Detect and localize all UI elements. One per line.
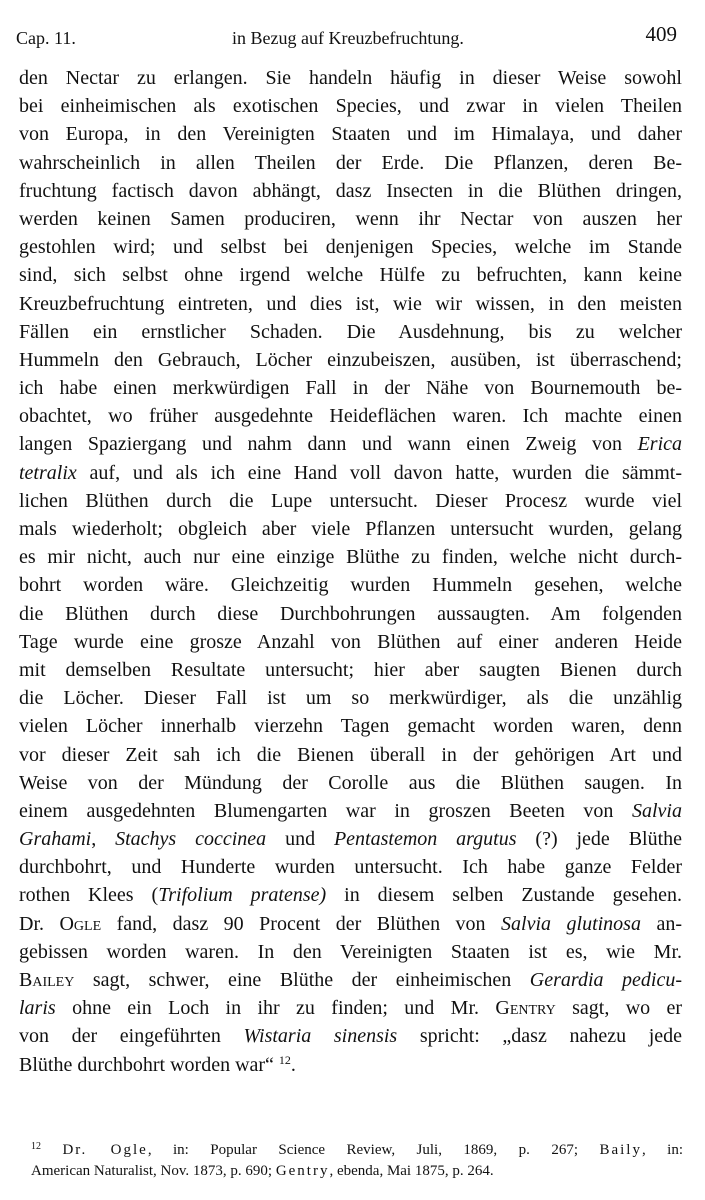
person-name: Baily — [599, 1142, 642, 1158]
person-name: Gentry — [495, 997, 556, 1020]
text-line: bohrt worden wäre. Gleichzeitig wurden Hummeln gesehen, welche — [19, 574, 682, 597]
text-segment: sagt, schwer, eine Blüthe der einheimischen — [92, 969, 512, 991]
species-name: Erica — [637, 433, 682, 456]
running-title: in Bezug auf Kreuzbefruchtung. — [232, 28, 464, 48]
text-segment: . — [290, 1053, 296, 1076]
text-segment: , in: Popular Science Review, Juli, 1869, p. 267; — [147, 1142, 578, 1158]
text-line: Fällen ein ernstlicher Schaden. Die Ausdehnung, bis zu welcher — [19, 320, 682, 343]
text-segment: und — [285, 828, 316, 851]
text-line: ich habe einen merkwürdigen Fall in der Nähe von Bournemouth be- — [19, 377, 682, 400]
text-line — [19, 910, 682, 938]
text-line: die Blüthen durch diese Durchbohrungen aussaugten. Am folgenden — [19, 602, 682, 625]
text-segment: Dr. — [19, 912, 44, 935]
text-line — [19, 966, 682, 994]
species-name: Trifolium pratense) — [158, 884, 327, 907]
text-line: lichen Blüthen durch die Lupe untersucht. Dieser Procesz wurde viel — [19, 489, 682, 512]
body-text — [19, 64, 682, 1079]
text-line — [19, 994, 682, 1022]
chapter-label: Cap. 11. — [16, 28, 76, 48]
species-name: Grahami — [19, 828, 92, 851]
species-name: laris — [19, 997, 56, 1020]
person-name: Ogle — [59, 912, 102, 935]
species-name: Salvia glutinosa — [501, 912, 641, 935]
text-line — [19, 459, 682, 487]
species-name: Stachys coccinea — [115, 828, 267, 851]
text-line: von Europa, in den Vereinigten Staaten und im Himalaya, und daher — [19, 123, 682, 146]
text-line: mals wiederholt; obgleich aber viele Pflanzen untersucht wurden, gelang — [19, 518, 682, 540]
text-line: gestohlen wird; und selbst bei denjenigen Species, welche im Stande — [19, 236, 682, 259]
text-segment: ohne ein Loch in ihr zu finden; und Mr. — [72, 997, 480, 1020]
text-segment: rothen Klees ( — [19, 884, 159, 907]
species-name: Wistaria sinensis — [243, 1025, 398, 1048]
text-line: mit demselben Resultate untersucht; hier aber saugten Bienen durch — [19, 658, 682, 681]
text-segment: von der eingeführten — [19, 1025, 221, 1048]
species-name: tetralix — [19, 461, 77, 484]
person-name: Gentry — [275, 1163, 330, 1179]
text-line: obachtet, wo früher ausgedehnte Heideflächen waren. Ich machte einen — [19, 405, 682, 428]
text-line: Tage wurde eine grosze Anzahl von Blüthen auf einer anderen Heide — [19, 630, 682, 653]
text-line — [19, 797, 682, 825]
text-line: werden keinen Samen produciren, wenn ihr Nectar von auszen her — [19, 207, 682, 230]
footnote-line — [31, 1140, 683, 1161]
footnote-reference: 12 — [278, 1052, 291, 1067]
text-line: fruchtung factisch davon abhängt, dasz Insecten in die Blüthen dringen, — [19, 179, 682, 202]
text-segment: an- — [656, 912, 683, 935]
person-name: Bailey — [19, 969, 75, 991]
footnote-marker: 12 — [31, 1141, 41, 1152]
text-line: bei einheimischen als exotischen Species, und zwar in vielen Theilen — [19, 95, 682, 118]
species-name: Salvia — [632, 799, 682, 822]
person-name: Dr. Ogle — [62, 1142, 148, 1158]
text-line: sind, sich selbst ohne irgend welche Hülfe zu befruchten, kann keine — [19, 264, 682, 287]
text-segment: sagt, wo er — [572, 997, 683, 1020]
text-line — [19, 1051, 682, 1079]
text-segment: American Naturalist, Nov. 1873, p. 690; — [31, 1163, 273, 1179]
text-line: gebissen worden waren. In den Vereinigten Staaten ist es, wie Mr. — [19, 940, 682, 963]
text-segment: einem ausgedehnten Blumengarten war in groszen Beeten von — [19, 799, 614, 822]
text-line: vielen Löcher innerhalb vierzehn Tagen gemacht worden waren, denn — [19, 715, 682, 738]
text-segment: (?) jede Blüthe — [535, 828, 683, 851]
text-line — [19, 881, 682, 909]
species-name: Pentastemon argutus — [333, 828, 517, 851]
text-line — [19, 430, 682, 458]
text-line: durchbohrt, und Hunderte wurden untersucht. Ich habe ganze Felder — [19, 856, 682, 879]
text-segment: auf, und als ich eine Hand voll davon hatte, wurden die sämmt- — [89, 461, 682, 484]
text-line: Weise von der Mündung der Corolle aus die Blüthen saugen. In — [19, 771, 682, 794]
text-line: es mir nicht, auch nur eine einzige Blüthe zu finden, welche nicht durch- — [19, 546, 682, 569]
text-line: Grahami, Stachys coccinea und Pentastemon argutus (?) jede Blüthe — [19, 828, 683, 851]
text-segment: , ebenda, Mai 1875, p. 264. — [329, 1163, 494, 1179]
text-segment: spricht: „dasz nahezu jede — [419, 1025, 683, 1048]
species-name: Gerardia pedicu- — [529, 969, 682, 991]
text-line: Hummeln den Gebrauch, Löcher einzubeiszen, ausüben, ist überraschend; — [19, 348, 682, 371]
page-header — [16, 22, 677, 52]
text-segment: langen Spaziergang und nahm dann und wann einen Zweig von — [19, 433, 622, 456]
text-line: die Löcher. Dieser Fall ist um so merkwürdiger, als die unzählig — [19, 687, 682, 710]
text-line: den Nectar zu erlangen. Sie handeln häufig in dieser Weise sowohl — [19, 67, 682, 89]
footnote-line — [31, 1161, 683, 1182]
text-segment: Blüthe durchbohrt worden war“ — [19, 1053, 274, 1076]
page-number: 409 — [645, 22, 677, 46]
text-line: wahrscheinlich in allen Theilen der Erde. Die Pflanzen, deren Be- — [19, 151, 682, 174]
text-segment: in diesem selben Zustande gesehen. — [344, 884, 683, 907]
text-line: Kreuzbefruchtung eintreten, und dies ist, wie wir wissen, in den meisten — [19, 292, 682, 315]
text-segment: fand, dasz 90 Procent der Blüthen von — [116, 912, 486, 935]
text-line — [19, 1022, 682, 1050]
footnote — [31, 1140, 683, 1182]
text-segment: , in: — [641, 1142, 683, 1158]
text-line: vor dieser Zeit sah ich die Bienen überall in der gehörigen Art und — [19, 743, 682, 766]
